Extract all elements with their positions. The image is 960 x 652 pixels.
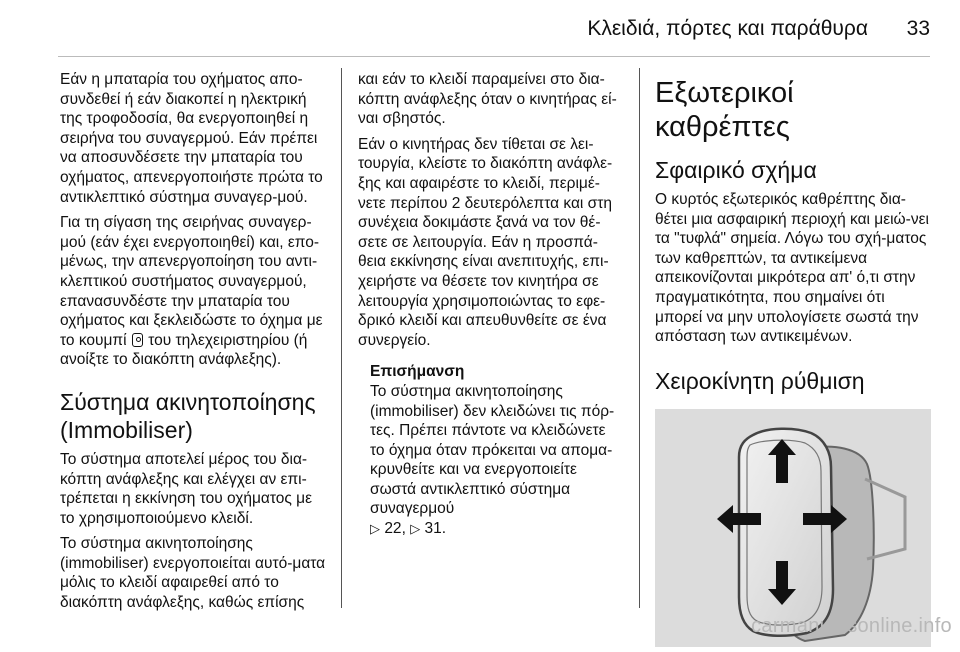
column-divider-1	[341, 68, 342, 608]
immobiliser-paragraph-3: και εάν το κλειδί παραμείνει στο δια-κόπτη ανάφλεξης όταν ο κινητήρας εί-ναι σβηστός.	[358, 71, 617, 128]
immobiliser-paragraph-1: Το σύστημα αποτελεί μέρος του δια-κόπτη ανάφλεξης και ελέγχει αν επι-τρέπεται η εκκίνηση του οχήματος με το χρησιμοποιούμενο κλειδί.	[60, 450, 313, 527]
mirror-illustration	[655, 409, 931, 647]
note-text: Το σύστημα ακινητοποίησης (immobiliser) δεν κλειδώνει τις πόρ-τες. Πρέπει πάντοτε να κλειδώνετε το όχημα όταν πρόκειται να απομα-κρυνθείτε και να ενεργοποιείτε σωστά αντικλεπτικό σύστημα συναγερμού ▷ 22, ▷ 31.	[370, 382, 615, 538]
alarm-silence-paragraph	[60, 213, 326, 370]
header-divider	[58, 56, 930, 57]
page-reference-icon: ▷	[370, 521, 380, 537]
mirror-housing	[739, 428, 905, 640]
page-header-title: Κλειδιά, πόρτες και παράθυρα	[587, 17, 868, 40]
unlock-button-icon	[132, 333, 143, 347]
note-box	[370, 362, 624, 538]
page-reference-icon: ▷	[410, 521, 421, 537]
convex-paragraph: Ο κυρτός εξωτερικός καθρέπτης δια-θέτει μια ασφαιρική περιοχή και μειώ-νει τα "τυφλά" σημεία. Λόγω του σχή-ματος των καθρεπτών, τα αντικείμενα απεικονίζονται μικρότερα απ' ό,τι στην πραγματικότητα, που σημαίνει ότι μπορεί να μην υπολογίσετε σωστά την απόσταση των αντικειμένων.	[655, 191, 929, 346]
alarm-silence-text: Για τη σίγαση της σειρήνας συναγερ-μού (εάν έχει ενεργοποιηθεί) και, επο-μένως, την απενεργοποίηση του αντι-κλεπτικού συστήματος συναγερμού, επανασυνδέστε την μπαταρία του οχήματος και ξεκλειδώστε το όχημα με το κουμπί	[60, 214, 323, 349]
page-reference-1[interactable]: 22	[384, 520, 402, 538]
column-1	[60, 70, 326, 619]
immobiliser-paragraph-4: Εάν ο κινητήρας δεν τίθεται σε λει-τουργία, κλείστε το διακόπτη ανάφλε-ξης και αφαιρέστε το κλειδί, περιμέ-νετε περίπου 2 δευτερόλεπτα και στη συνέχεια δοκιμάστε ξανά να τον θέ-σετε σε λειτουργία. Εάν η προσπά-θεια εκκίνησης είναι ανεπιτυχής, επι-χειρήστε να θέσετε τον κινητήρα σε λειτουργία χρησιμοποιώντας το εφε-δρικό κλειδί και απευθυνθείτε σε ένα συνεργείο.	[358, 135, 613, 349]
alarm-battery-paragraph: Εάν η μπαταρία του οχήματος απο-συνδεθεί ή εάν διακοπεί η ηλεκτρική της τροφοδοσία, θα ενεργοποιηθεί η σειρήνα του συναγερμού. Εάν πρέπει να αποσυνδέσετε την μπαταρία του οχήματος, απενεργοποιήστε πρώτα το αντικλεπτικό σύστημα συναγερ-μού.	[60, 71, 323, 206]
watermark: carmanualsonline.info	[751, 615, 952, 637]
manual-adjust-heading: Χειροκίνητη ρύθμιση	[655, 367, 865, 394]
mirror-adjust-figure	[655, 409, 931, 647]
page-number: 33	[906, 17, 930, 40]
column-divider-2	[639, 68, 640, 608]
column-3	[655, 70, 931, 647]
column-2	[358, 70, 624, 539]
immobiliser-paragraph-2: Το σύστημα ακινητοποίησης (immobiliser) ενεργοποιείται αυτό-ματα μόλις το κλειδί αφαιρεθεί από το διακόπτη ανάφλεξης, καθώς επίσης	[60, 535, 326, 612]
convex-heading: Σφαιρικό σχήμα	[655, 157, 817, 183]
immobiliser-heading: Σύστημα ακινητοποίησης (Immobiliser)	[60, 388, 316, 443]
note-body: Το σύστημα ακινητοποίησης (immobiliser) δεν κλειδώνει τις πόρ-τες. Πρέπει πάντοτε να κλειδώνετε το όχημα όταν πρόκειται να απομα-κρυνθείτε και να ενεργοποιείτε σωστά αντικλεπτικό σύστημα συναγερμού	[370, 382, 615, 518]
alarm-silence-text-end: του τηλεχειριστηρίου (ή ανοίξτε το διακόπτη ανάφλεξης).	[60, 331, 308, 369]
page-reference-2[interactable]: 31.	[424, 520, 447, 538]
section-title: Εξωτερικοί καθρέπτες	[655, 77, 794, 143]
note-title: Επισήμανση	[370, 363, 465, 381]
